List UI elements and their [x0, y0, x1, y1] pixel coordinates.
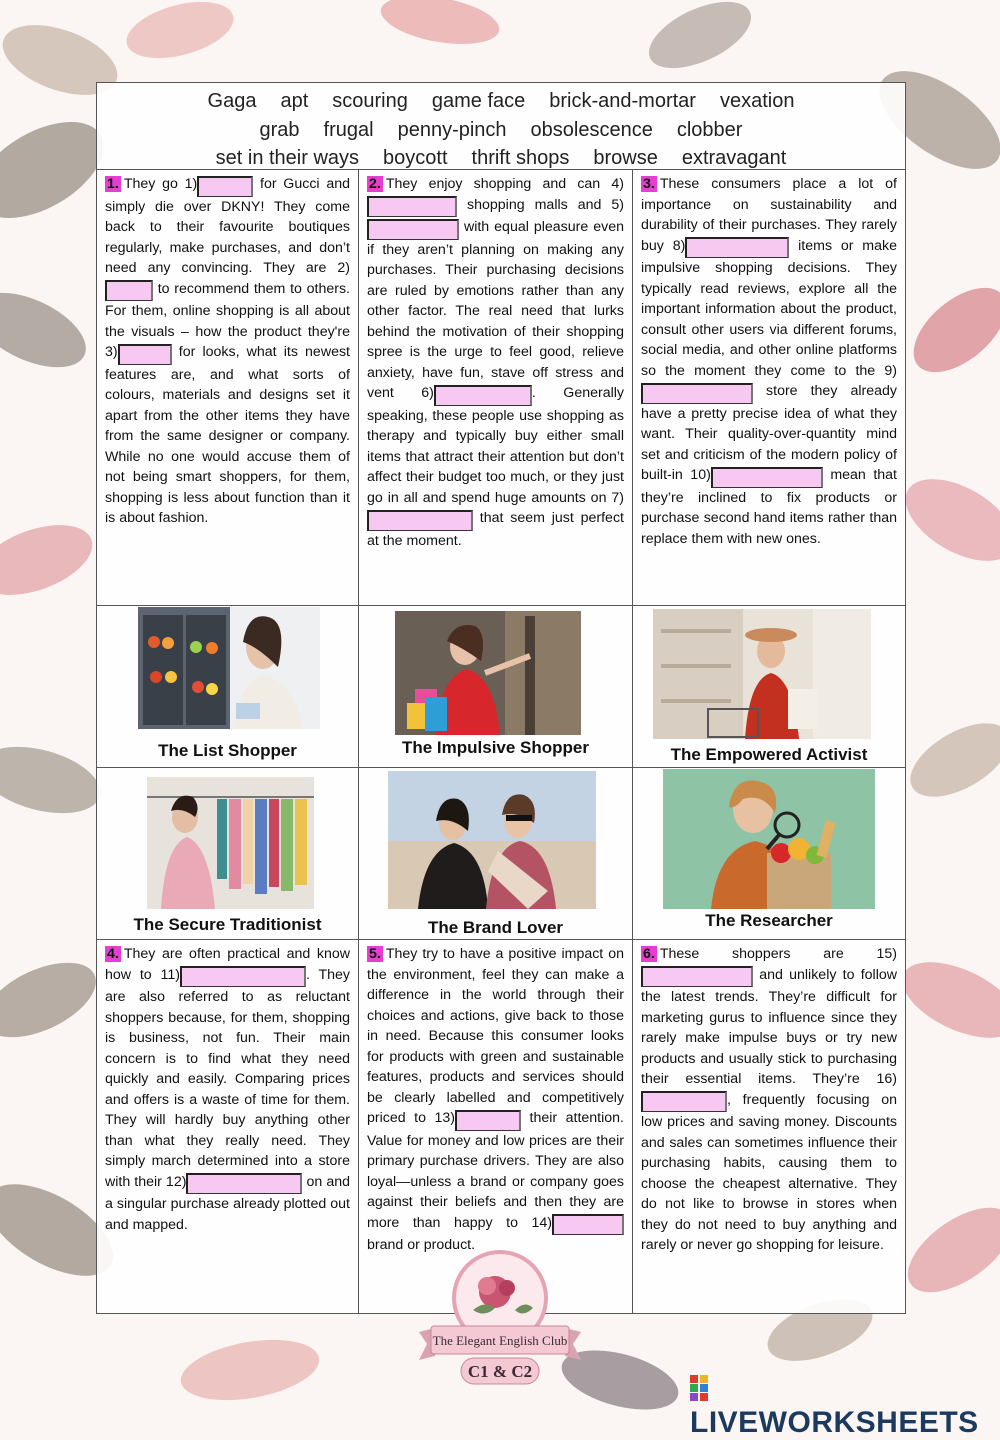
researcher-photo — [663, 769, 875, 909]
brand-lover-photo — [388, 771, 596, 909]
text-fragment: on and a singular purchase already plotted out and mapped. — [105, 1173, 350, 1233]
item-number: 2. — [369, 176, 381, 192]
answer-blank-5[interactable] — [367, 219, 459, 240]
word-item: apt — [280, 90, 309, 112]
text-fragment: that seem just perfect at the moment. — [367, 510, 624, 549]
word-bank — [97, 83, 905, 170]
text-fragment: shopping malls and 5) — [467, 196, 624, 213]
persona-caption: The Empowered Activist — [670, 745, 868, 764]
answer-blank-3[interactable] — [118, 344, 172, 365]
text-fragment: for Gucci and simply die over DKNY! They come back to their favourite boutiques regularly, make purchases, and don’t need any convincing. They are 2) — [105, 176, 350, 276]
word-item: browse — [593, 147, 658, 169]
text-fragment: They are often practical and know how to 11) — [105, 946, 350, 983]
text-fragment: with equal pleasure even if they aren’t planning on making any purchases. Their purchasing decisions are ruled by emotions rather than any other factor. The real need that lurks behind the motivation of their shopping spree is the urge to feel good, relieve anxiety, have fun, stave off stress and vent 6) — [367, 219, 624, 401]
text-block-1 — [97, 170, 358, 605]
item-number: 1. — [107, 176, 119, 192]
text-fragment: These consumers place a lot of importance on sustainability and durability of their purchases. They rarely buy 8) — [641, 176, 897, 254]
text-fragment: to recommend them to others. For them, online shopping is all about the visuals – how the product they're 3) — [105, 280, 350, 360]
text-fragment: store they already have a pretty precise idea of what they want. Their quality-over-quantity mind set and criticism of the modern policy of built-in 10) — [641, 383, 897, 483]
word-item: scouring — [332, 90, 408, 112]
item-number: 6. — [643, 946, 655, 962]
word-item: frugal — [323, 118, 374, 141]
word-item: obsolescence — [530, 118, 653, 141]
word-item: penny-pinch — [397, 118, 507, 141]
grid-divider — [97, 605, 905, 606]
liveworksheets-brand[interactable] — [690, 1372, 1000, 1440]
grid-divider — [97, 767, 905, 768]
answer-blank-7[interactable] — [367, 510, 473, 531]
persona-caption: The Brand Lover — [427, 918, 564, 937]
answer-blank-6[interactable] — [434, 385, 532, 406]
answer-blank-9[interactable] — [641, 383, 753, 404]
answer-blank-1[interactable] — [197, 176, 253, 197]
persona-caption: The Researcher — [705, 911, 833, 930]
worksheet — [96, 82, 906, 1314]
word-item: extravagant — [681, 147, 787, 169]
persona-caption: The Secure Traditionist — [133, 915, 322, 934]
text-fragment: . They are also referred to as reluctant shoppers because, for them, shopping is business, not fun. Their main concern is to find what they need quickly and easily. Comparing prices and offers is a waste of time for them. They will hardly buy anything other than what they really need. They simply march determined into a store with their 12) — [105, 966, 350, 1190]
answer-blank-11[interactable] — [180, 966, 306, 987]
text-block-2 — [359, 170, 632, 605]
text-block-6 — [633, 940, 905, 1314]
persona-caption: The Impulsive Shopper — [401, 738, 590, 757]
text-fragment: for looks, what its newest features are, and what sorts of colours, materials and designs set it apart from the other items they have from the same designer or company. While no one would accuse them of not being smart shoppers, for them, shopping is less about function than it is about fashion. — [105, 344, 350, 526]
club-name: The Elegant English Club — [432, 1333, 568, 1348]
answer-blank-15[interactable] — [641, 966, 753, 987]
word-item: game face — [431, 90, 526, 112]
liveworksheets-logo-icon — [690, 1375, 708, 1401]
answer-blank-8[interactable] — [685, 237, 789, 258]
club-level: C1 & C2 — [467, 1362, 533, 1381]
answer-blank-14[interactable] — [552, 1214, 624, 1235]
word-item: set in their ways — [215, 147, 360, 169]
text-fragment: brand or product. — [367, 1237, 476, 1253]
club-logo — [415, 1240, 585, 1390]
text-fragment: These shoppers are 15) — [659, 946, 897, 962]
word-item: grab — [259, 118, 300, 141]
brand-text: LIVEWORKSHEETS — [690, 1406, 979, 1439]
word-item: clobber — [676, 118, 743, 141]
text-fragment: They enjoy shopping and can 4) — [385, 176, 624, 192]
word-bank-row-2 — [97, 116, 905, 145]
word-item: Gaga — [207, 90, 257, 112]
text-fragment: , frequently focusing on low prices and saving money. Discounts and sales can sometimes influence their purchasing habits, causing them to choose the cheapest alternative. They do not like to browse in stores when they do not need to buy anything and rarely or never go shopping for leisure. — [641, 1091, 897, 1253]
text-block-3 — [633, 170, 905, 605]
text-fragment: their attention. Value for money and low prices are their primary purchase drivers. They are also loyal—unless a brand or company goes against their beliefs and then they are more than happy to 14) — [367, 1110, 624, 1231]
word-item: brick-and-mortar — [549, 90, 696, 112]
word-bank-row-3 — [97, 144, 905, 173]
list-shopper-photo — [138, 607, 320, 729]
word-item: boycott — [383, 147, 448, 169]
answer-blank-10[interactable] — [711, 467, 823, 488]
text-fragment: They go 1) — [123, 176, 198, 192]
item-number: 3. — [643, 176, 655, 192]
word-item: thrift shops — [471, 147, 570, 169]
text-fragment: mean that they’re inclined to fix products or purchase second hand items rather than replace them with new ones. — [641, 467, 897, 547]
text-block-4 — [97, 940, 358, 1314]
answer-blank-4[interactable] — [367, 196, 457, 217]
text-fragment: items or make impulsive shopping decisions. They typically read reviews, explore all the important information about the product, consult other users via different forums, social media, and other online platforms so the moment they come to the 9) — [641, 237, 897, 379]
word-item: vexation — [719, 90, 795, 112]
text-fragment: They try to have a positive impact on the environment, feel they can make a difference in the world through their choices and actions, give back to those in need. Because this consumer looks for products with green and sustainable features, products and services should be clearly labelled and competitively priced to 13) — [367, 946, 624, 1126]
text-fragment: . Generally speaking, these people use shopping as therapy and typically buy either small items that attract their attention but don’t affect their budget too much, or they just go in all and spend huge amounts on 7) — [367, 385, 625, 506]
item-number: 4. — [107, 946, 119, 962]
item-number: 5. — [369, 946, 381, 962]
persona-caption: The List Shopper — [158, 741, 297, 760]
answer-blank-16[interactable] — [641, 1091, 727, 1112]
impulsive-shopper-photo — [395, 611, 581, 735]
answer-blank-13[interactable] — [455, 1110, 521, 1131]
answer-blank-2[interactable] — [105, 280, 153, 301]
word-bank-row-1 — [97, 87, 905, 116]
empowered-activist-photo — [653, 609, 871, 739]
answer-blank-12[interactable] — [186, 1173, 302, 1194]
text-fragment: and unlikely to follow the latest trends. They’re difficult for marketing gurus to influence since they rarely make impulse buys or try new products and usually stick to purchasing their essential items. They’re 16) — [641, 966, 897, 1087]
secure-traditionist-photo — [147, 777, 314, 909]
